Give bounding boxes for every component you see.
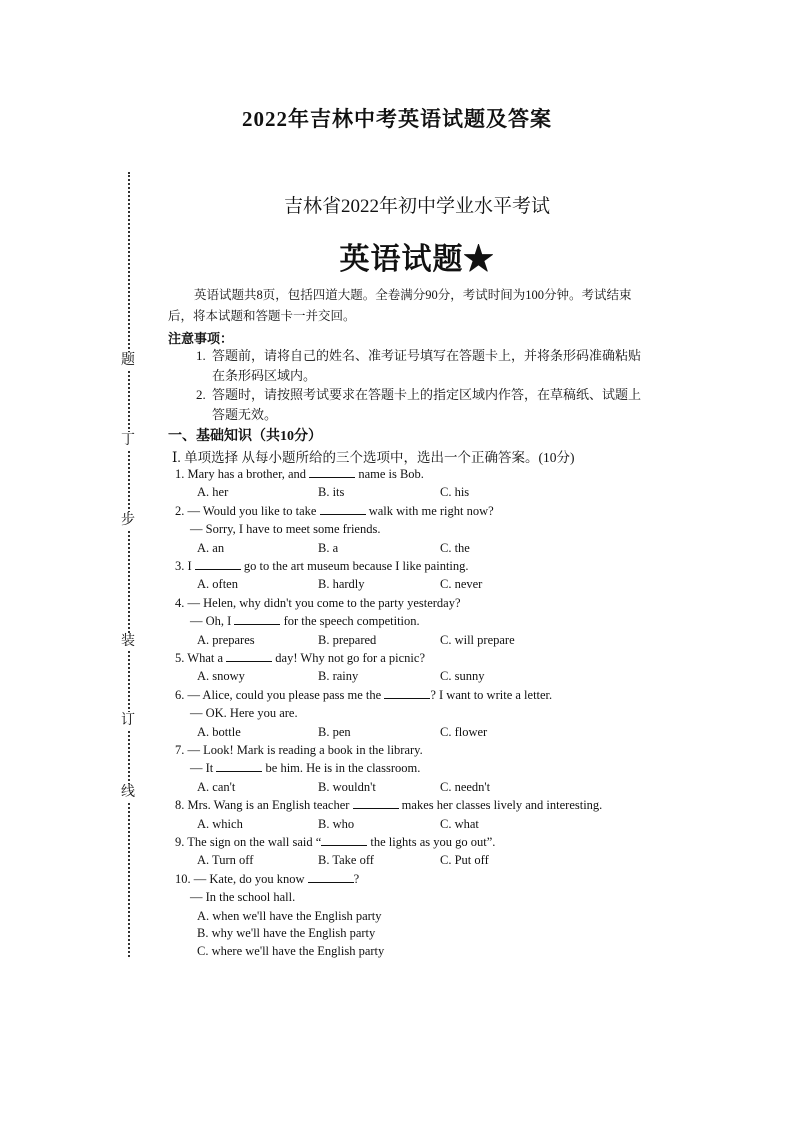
- question-stem: [175, 742, 423, 758]
- answer-option: B. Take off: [318, 853, 374, 868]
- question-reply: [190, 521, 380, 537]
- question-reply: [190, 705, 298, 721]
- question-text: 5. What a: [175, 651, 227, 665]
- question-reply: [190, 889, 295, 905]
- question-text: — It: [190, 761, 217, 776]
- question-text: the lights as you go out”.: [367, 835, 496, 849]
- question-text: for the speech competition.: [280, 614, 420, 629]
- question-stem: [175, 834, 495, 850]
- answer-blank[interactable]: [321, 834, 367, 846]
- question-text: name is Bob.: [355, 467, 424, 481]
- notice-title: 注意事项：: [168, 331, 234, 346]
- question-stem: [175, 797, 602, 813]
- question-text: 6. — Alice, could you please pass me the: [175, 687, 385, 702]
- part-title: Ⅰ. 单项选择 从每小题所给的三个选项中，选出一个正确答案。(10分): [172, 450, 575, 465]
- answer-option: B. why we'll have the English party: [197, 926, 376, 941]
- binding-dotted-line: [128, 172, 130, 957]
- binding-char: 线: [117, 784, 139, 802]
- answer-option: A. often: [197, 577, 238, 592]
- answer-option: A. her: [197, 485, 229, 500]
- answer-option: A. prepares: [197, 632, 255, 647]
- answer-blank[interactable]: [234, 613, 280, 625]
- answer-blank[interactable]: [195, 558, 241, 570]
- question-text: go to the art museum because I like painting.: [240, 559, 469, 573]
- question-stem: [175, 650, 425, 666]
- answer-option: A. which: [197, 816, 243, 831]
- answer-option: C. sunny: [440, 669, 485, 684]
- question-stem: [175, 595, 461, 611]
- notice-item: [198, 346, 648, 386]
- question-text: — In the school hall.: [190, 890, 296, 905]
- answer-option: C. his: [440, 485, 470, 500]
- answer-option: A. an: [197, 540, 225, 555]
- binding-char: 步: [117, 512, 139, 530]
- answer-option: B. prepared: [318, 632, 377, 647]
- answer-option: C. needn't: [440, 779, 491, 794]
- section-title: 一、基础知识（共10分）: [168, 429, 322, 444]
- answer-option: B. its: [318, 485, 345, 500]
- answer-option: C. what: [440, 816, 479, 831]
- question-text: 10. — Kate, do you know: [175, 871, 308, 886]
- answer-option: B. hardly: [318, 577, 365, 592]
- answer-blank[interactable]: [320, 503, 366, 515]
- answer-option: A. snowy: [197, 669, 245, 684]
- answer-blank[interactable]: [226, 650, 272, 662]
- answer-option: A. can't: [197, 779, 236, 794]
- binding-char: 装: [117, 633, 139, 651]
- question-text: makes her classes lively and interesting.: [398, 798, 603, 813]
- binding-char: 丁: [117, 432, 139, 450]
- answer-option: C. where we'll have the English party: [197, 944, 385, 959]
- notice-item-text: 答题时，请按照考试要求在答题卡上的指定区域内作答，在草稿纸、试题上答题无效。: [212, 387, 642, 422]
- exam-name: 吉林省2022年初中学业水平考试: [283, 196, 550, 217]
- subject-title: 英语试题★: [339, 243, 495, 276]
- answer-option: A. Turn off: [197, 853, 254, 868]
- answer-blank[interactable]: [308, 871, 354, 883]
- answer-option: C. the: [440, 540, 470, 555]
- question-text: 9. The sign on the wall said “: [175, 835, 322, 849]
- notice-item-text: 答题前，请将自己的姓名、准考证号填写在答题卡上，并将条形码准确粘贴在条形码区域内。: [212, 348, 642, 383]
- question-text: 7. — Look! Mark is reading a book in the library.: [175, 743, 423, 757]
- question-text: 1. Mary has a brother, and: [175, 467, 310, 481]
- question-text: — Sorry, I have to meet some friends.: [190, 522, 381, 537]
- answer-option: C. flower: [440, 724, 488, 739]
- question-text: ?: [353, 871, 360, 886]
- answer-option: B. a: [318, 540, 339, 555]
- question-text: 8. Mrs. Wang is an English teacher: [175, 798, 353, 813]
- question-stem: [175, 871, 359, 887]
- question-reply: [190, 613, 420, 629]
- question-text: 3. I: [175, 559, 195, 573]
- answer-option: C. Put off: [440, 853, 489, 868]
- question-text: be him. He is in the classroom.: [262, 761, 421, 776]
- answer-option: C. will prepare: [440, 632, 515, 647]
- answer-blank[interactable]: [384, 687, 430, 699]
- question-stem: [175, 503, 494, 519]
- answer-option: B. rainy: [318, 669, 359, 684]
- answer-option: B. pen: [318, 724, 351, 739]
- question-text: day! Why not go for a picnic?: [272, 651, 426, 665]
- question-reply: [190, 760, 420, 776]
- notice-item-number: 2.: [196, 387, 206, 402]
- answer-option: A. bottle: [197, 724, 241, 739]
- question-text: walk with me right now?: [365, 503, 494, 518]
- answer-blank[interactable]: [216, 760, 262, 772]
- question-text: — Oh, I: [190, 614, 235, 629]
- page-title: 2022年吉林中考英语试题及答案: [242, 107, 552, 131]
- answer-option: B. wouldn't: [318, 779, 376, 794]
- question-stem: [175, 687, 552, 703]
- answer-blank[interactable]: [309, 466, 355, 478]
- question-text: — OK. Here you are.: [190, 706, 298, 721]
- notice-item-number: 1.: [196, 348, 206, 363]
- notice-item: [198, 385, 648, 425]
- question-text: 2. — Would you like to take: [175, 503, 320, 518]
- question-stem: [175, 466, 424, 482]
- exam-intro: 英语试题共8页，包括四道大题。全卷满分90分，考试时间为100分钟。考试结束后，将本试题和答题卡一并交回。: [168, 288, 632, 323]
- question-stem: [175, 558, 469, 574]
- answer-blank[interactable]: [353, 797, 399, 809]
- question-text: ? I want to write a letter.: [430, 687, 553, 702]
- binding-char: 题: [117, 352, 139, 370]
- answer-option: B. who: [318, 816, 355, 831]
- answer-option: A. when we'll have the English party: [197, 908, 382, 923]
- binding-char: 订: [117, 712, 139, 730]
- answer-option: C. never: [440, 577, 483, 592]
- question-text: 4. — Helen, why didn't you come to the party yesterday?: [175, 595, 461, 610]
